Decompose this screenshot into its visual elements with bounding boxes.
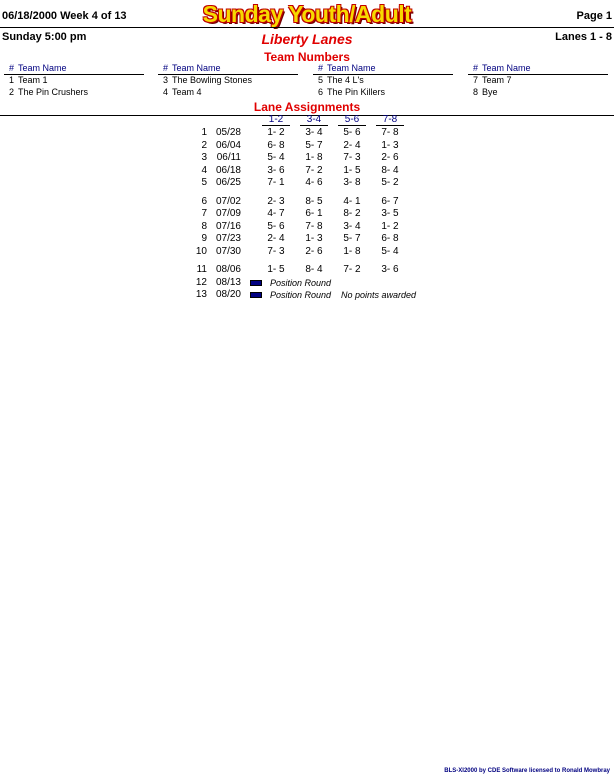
lane-pairing: 1- 8 — [343, 245, 361, 257]
team-name: The 4 L's — [327, 75, 364, 85]
report-date-week: 06/18/2000 Week 4 of 13 — [2, 10, 127, 22]
no-points-note: No points awarded — [341, 290, 417, 300]
week-date: 06/18 — [215, 164, 241, 176]
team-column — [313, 63, 453, 98]
lane-pairing: 6- 7 — [381, 195, 399, 207]
position-round-label: Position Round — [270, 290, 332, 300]
team-column-header — [158, 63, 298, 75]
lane-pairing: 1- 3 — [381, 139, 399, 151]
team-number: 2 — [8, 86, 14, 97]
lane-pairing: 8- 5 — [305, 195, 323, 207]
lanes-range: Lanes 1 - 8 — [555, 31, 612, 43]
team-row — [468, 87, 608, 99]
week-number: 6 — [201, 195, 207, 207]
lane-pairing: 5- 7 — [343, 233, 361, 244]
team-number: 8 — [472, 86, 478, 97]
team-row — [158, 87, 298, 99]
team-name: The Pin Killers — [327, 86, 386, 97]
team-name-header: Team Name — [482, 63, 531, 73]
lane-pairing: 5- 4 — [267, 152, 285, 163]
team-column — [468, 63, 608, 98]
lane-pair-header: 5-6 — [338, 114, 366, 126]
team-name: Team 7 — [482, 75, 512, 85]
lane-pairing: 8- 2 — [343, 208, 361, 219]
lane-pairing: 7- 2 — [343, 264, 361, 275]
week-number: 5 — [201, 177, 207, 188]
team-number-header: # — [8, 63, 14, 73]
team-name: Bye — [482, 86, 498, 97]
lane-pairing: 2- 6 — [381, 152, 399, 163]
software-footer: BLS-XI2000 by CDE Software licensed to Ronald Mowbray — [444, 768, 610, 774]
lane-pairing: 7- 1 — [267, 177, 285, 188]
header-divider — [0, 27, 614, 28]
team-column-header — [468, 63, 608, 75]
position-round-label: Position Round — [270, 277, 332, 288]
bowling-center-name: Liberty Lanes — [261, 31, 353, 47]
team-number: 4 — [162, 86, 168, 97]
team-number-header: # — [472, 63, 478, 73]
week-date: 08/06 — [215, 264, 241, 275]
week-number: 13 — [195, 289, 207, 300]
lane-pairing: 3- 6 — [267, 164, 285, 176]
lane-pairing: 5- 6 — [343, 127, 361, 138]
week-date: 08/13 — [215, 276, 241, 288]
lane-pairing: 1- 8 — [305, 152, 323, 163]
lane-pairing: 1- 5 — [267, 264, 285, 275]
team-column — [158, 63, 298, 98]
week-date: 07/02 — [215, 195, 241, 207]
team-row — [158, 75, 298, 87]
week-date: 07/30 — [215, 245, 241, 257]
lane-pairing: 5- 6 — [267, 220, 285, 232]
league-title: Sunday Youth/Adult — [202, 1, 412, 27]
week-number: 11 — [196, 264, 207, 275]
week-number: 8 — [201, 220, 207, 232]
week-number: 12 — [195, 276, 207, 288]
team-row — [4, 87, 144, 99]
lane-pairing: 3- 8 — [343, 177, 361, 188]
week-number: 3 — [201, 152, 207, 163]
team-number: 1 — [8, 75, 14, 85]
lane-pairing: 6- 8 — [381, 233, 399, 244]
team-name-header: Team Name — [18, 63, 67, 73]
week-number: 10 — [195, 245, 207, 257]
lane-pair-header: 7-8 — [376, 114, 404, 126]
team-column-header — [313, 63, 453, 75]
week-number: 7 — [201, 208, 207, 219]
week-number: 2 — [201, 139, 207, 151]
lane-pairing: 5- 7 — [305, 139, 323, 151]
lane-pairing: 7- 8 — [305, 220, 323, 232]
team-name: The Pin Crushers — [18, 86, 89, 97]
lane-pairing: 6- 1 — [305, 208, 323, 219]
team-row — [313, 75, 453, 87]
lane-pairing: 2- 4 — [343, 139, 361, 151]
page-number: Page 1 — [576, 10, 612, 22]
team-name-header: Team Name — [327, 63, 376, 73]
lane-pairing: 4- 7 — [267, 208, 285, 219]
week-date: 07/16 — [215, 220, 241, 232]
team-row — [4, 75, 144, 87]
lane-pairing: 2- 3 — [267, 195, 285, 207]
lane-pairing: 1- 5 — [343, 164, 361, 176]
position-round-icon — [250, 280, 262, 286]
week-date: 05/28 — [215, 127, 241, 138]
lane-pairing: 8- 4 — [305, 264, 323, 275]
week-date: 06/25 — [215, 177, 241, 188]
lane-pairing: 1- 2 — [267, 127, 285, 138]
team-number-header: # — [162, 63, 168, 73]
lane-pairing: 3- 6 — [381, 264, 399, 275]
lane-pairing: 3- 5 — [381, 208, 399, 219]
lane-pairing: 2- 4 — [267, 233, 285, 244]
team-name-header: Team Name — [172, 63, 221, 73]
lane-pairing: 4- 1 — [343, 195, 361, 207]
team-number: 3 — [162, 75, 168, 85]
team-column-header — [4, 63, 144, 75]
week-date: 08/20 — [215, 289, 241, 300]
lane-pairing: 1- 3 — [305, 233, 323, 244]
week-date: 06/04 — [215, 139, 241, 151]
team-numbers-title: Team Numbers — [264, 50, 350, 64]
team-number: 7 — [472, 75, 478, 85]
week-date: 06/11 — [216, 152, 241, 163]
team-number: 5 — [317, 75, 323, 85]
lane-pairing: 3- 4 — [305, 127, 323, 138]
team-name: Team 1 — [18, 75, 48, 85]
lane-pairing: 6- 8 — [267, 139, 285, 151]
week-number: 4 — [201, 164, 207, 176]
lane-pair-header: 1-2 — [262, 114, 290, 126]
lane-pair-header: 3-4 — [300, 114, 328, 126]
lane-pairing: 4- 6 — [305, 177, 323, 188]
lane-pairing: 7- 8 — [381, 127, 399, 138]
lane-pairing: 1- 2 — [381, 220, 399, 232]
week-date: 07/23 — [215, 233, 241, 244]
team-column — [4, 63, 144, 98]
lane-pairing: 2- 6 — [305, 245, 323, 257]
week-number: 1 — [201, 127, 207, 138]
team-name: The Bowling Stones — [172, 75, 253, 85]
lane-pairing: 7- 2 — [305, 164, 323, 176]
week-date: 07/09 — [215, 208, 241, 219]
lane-pairing: 7- 3 — [343, 152, 361, 163]
team-number-header: # — [317, 63, 323, 73]
lane-pairing: 8- 4 — [381, 164, 399, 176]
position-round-icon — [250, 292, 262, 298]
lane-assignments-title: Lane Assignments — [253, 100, 361, 114]
team-number: 6 — [317, 86, 323, 97]
team-name: Team 4 — [172, 86, 202, 97]
lane-pairing: 3- 4 — [343, 220, 361, 232]
lane-pairing: 5- 4 — [381, 245, 399, 257]
week-number: 9 — [201, 233, 207, 244]
day-time: Sunday 5:00 pm — [2, 31, 87, 43]
team-row — [468, 75, 608, 87]
lane-pairing: 5- 2 — [381, 177, 399, 188]
lane-pairing: 7- 3 — [267, 245, 285, 257]
team-row — [313, 87, 453, 99]
